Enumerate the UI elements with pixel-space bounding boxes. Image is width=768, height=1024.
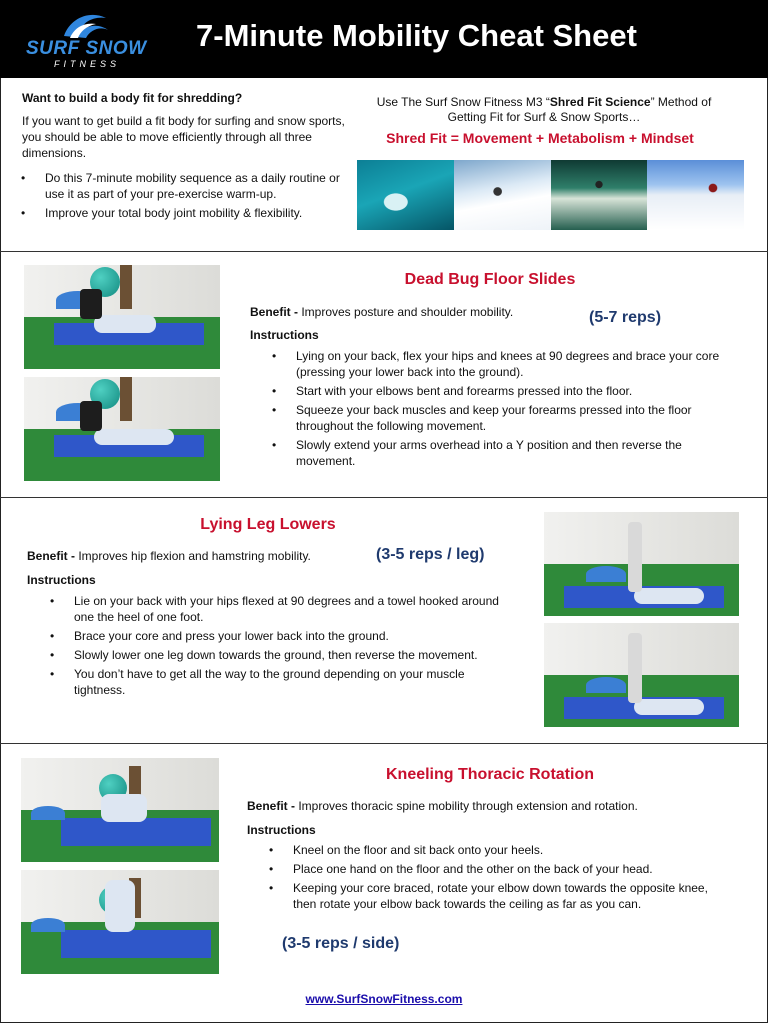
list-item: • Brace your core and press your lower back into the ground. [74, 628, 514, 644]
exercise-benefit: Benefit - Improves thoracic spine mobility through extension and rotation. [247, 799, 638, 813]
exercise-steps [293, 842, 733, 915]
list-item: • Slowly extend your arms overhead into a Y position and then reverse the movement. [296, 437, 736, 469]
leg-lower-photo-start [544, 512, 739, 616]
surf-wave-photo [551, 160, 648, 230]
list-item: • Improve your total body joint mobility & flexibility. [45, 205, 345, 221]
list-item: • Place one hand on the floor and the other on the back of your head. [293, 861, 733, 877]
wave-icon [60, 10, 112, 40]
dead-bug-photo-start [24, 265, 220, 369]
list-item: • Lying on your back, flex your hips and knees at 90 degrees and brace your core (pressing your lower back into the ground). [296, 348, 736, 380]
sports-photo-strip [357, 160, 744, 230]
list-item: • You don’t have to get all the way to the ground depending on your muscle tightness. [74, 666, 514, 698]
intro-paragraph: If you want to get build a fit body for surfing and snow sports, you should be able to move efficiently through all three dimensions. [22, 114, 345, 160]
exercise-benefit: Benefit - Improves posture and shoulder mobility. [250, 305, 514, 319]
list-item: • Kneel on the floor and sit back onto your heels. [293, 842, 733, 858]
page-title: 7-Minute Mobility Cheat Sheet [196, 18, 637, 53]
section-divider [0, 497, 768, 498]
exercise-reps: (5-7 reps) [589, 309, 662, 326]
intro-bullets [45, 170, 345, 224]
header-bar [0, 0, 768, 78]
list-item: • Lie on your back with your hips flexed at 90 degrees and a towel hooked around one the heel of one foot. [74, 593, 514, 625]
ski-photo [647, 160, 744, 230]
logo-subtitle: FITNESS [54, 59, 121, 69]
surf-barrel-photo [357, 160, 454, 230]
intro-question: Want to build a body fit for shredding? [22, 91, 243, 105]
instructions-label: Instructions [247, 823, 316, 837]
thoracic-rotation-photo-start [21, 758, 219, 862]
list-item: • Do this 7-minute mobility sequence as a daily routine or use it as part of your pre-exercise warm-up. [45, 170, 345, 202]
list-item: • Keeping your core braced, rotate your elbow down towards the opposite knee, then rotate your elbow back towards the ceiling as far as you can. [293, 880, 733, 912]
list-item: • Squeeze your back muscles and keep your forearms pressed into the floor throughout the following movement. [296, 402, 736, 434]
shred-fit-formula: Shred Fit = Movement + Metabolism + Mindset [386, 130, 694, 146]
leg-lower-photo-end [544, 623, 739, 727]
list-item: • Start with your elbows bent and forearms pressed into the floor. [296, 383, 736, 399]
exercise-reps: (3-5 reps / leg) [376, 546, 485, 563]
exercise-steps [296, 348, 736, 472]
brand-logo [22, 8, 152, 70]
exercise-reps: (3-5 reps / side) [282, 935, 400, 952]
website-link[interactable]: www.SurfSnowFitness.com [305, 992, 463, 1006]
list-item: • Slowly lower one leg down towards the ground, then reverse the movement. [74, 647, 514, 663]
instructions-label: Instructions [250, 328, 319, 342]
instructions-label: Instructions [27, 573, 96, 587]
method-intro: Use The Surf Snow Fitness M3 “Shred Fit Science” Method of Getting Fit for Surf & Snow Sports… [376, 95, 712, 124]
exercise-title: Lying Leg Lowers [200, 516, 336, 533]
method-name: Shred Fit Science [549, 95, 651, 109]
thoracic-rotation-photo-end [21, 870, 219, 974]
exercise-benefit: Benefit - Improves hip flexion and hamstring mobility. [27, 549, 311, 563]
exercise-title: Dead Bug Floor Slides [404, 271, 576, 288]
snowboard-photo [454, 160, 551, 230]
logo-wordmark: SURF SNOW [26, 38, 147, 59]
dead-bug-photo-end [24, 377, 220, 481]
exercise-title: Kneeling Thoracic Rotation [385, 766, 594, 783]
section-divider [0, 743, 768, 744]
section-divider [0, 251, 768, 252]
exercise-steps [74, 593, 514, 701]
